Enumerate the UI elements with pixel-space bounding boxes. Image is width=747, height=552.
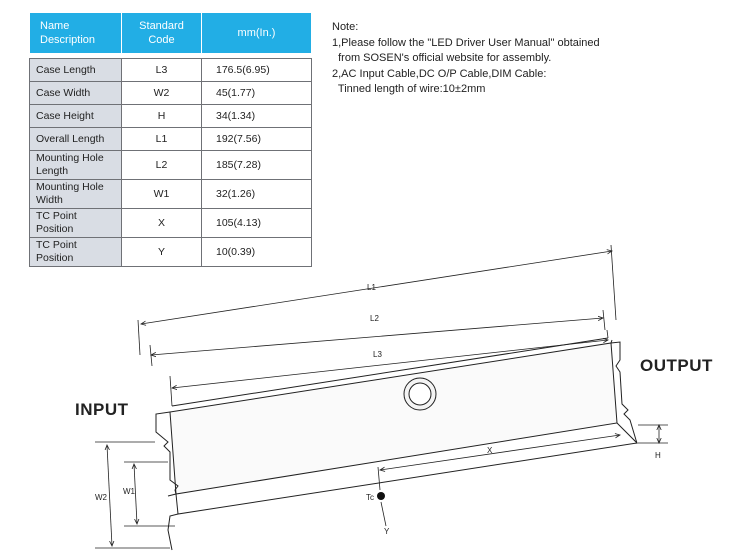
notes-line-4: Tinned length of wire:10±2mm — [332, 83, 486, 95]
tc-point-icon — [377, 492, 385, 500]
cell-value: 10(0.39) — [202, 238, 312, 267]
dim-label-x: X — [487, 446, 493, 455]
notes-line-3: 2,AC Input Cable,DC O/P Cable,DIM Cable: — [332, 67, 547, 80]
cell-name: TC Point Position — [30, 209, 122, 238]
cell-name: Mounting Hole Length — [30, 151, 122, 180]
cell-value: 34(1.34) — [202, 105, 312, 128]
cell-value: 176.5(6.95) — [202, 59, 312, 82]
tc-button — [404, 378, 436, 410]
cell-code: L1 — [122, 128, 202, 151]
case-outline — [156, 338, 637, 550]
cell-code: H — [122, 105, 202, 128]
dim-label-l3: L3 — [373, 350, 382, 359]
cell-name: TC Point Position — [30, 238, 122, 267]
cell-code: Y — [122, 238, 202, 267]
dim-label-w1: W1 — [123, 487, 135, 496]
cell-code: X — [122, 209, 202, 238]
notes-line-2: from SOSEN's official website for assembly. — [332, 52, 552, 64]
cell-value: 192(7.56) — [202, 128, 312, 151]
notes-line-1: 1,Please follow the "LED Driver User Manual" obtained — [332, 36, 600, 49]
dim-label-w2: W2 — [95, 493, 107, 502]
notes-title: Note: — [332, 21, 359, 33]
cell-name: Case Length — [30, 59, 122, 82]
header-name-description: Name Description — [30, 13, 122, 54]
cell-name: Overall Length — [30, 128, 122, 151]
cell-code: L3 — [122, 59, 202, 82]
cell-name: Case Height — [30, 105, 122, 128]
cell-value: 32(1.26) — [202, 180, 312, 209]
output-label: OUTPUT — [640, 356, 713, 375]
dim-label-l2: L2 — [370, 314, 379, 323]
header-mm-in: mm(In.) — [202, 13, 312, 54]
cell-name: Mounting Hole Width — [30, 180, 122, 209]
cell-code: W2 — [122, 82, 202, 105]
dim-label-y: Y — [384, 527, 390, 536]
cell-name: Case Width — [30, 82, 122, 105]
cell-code: L2 — [122, 151, 202, 180]
cell-value: 45(1.77) — [202, 82, 312, 105]
header-standard-code: Standard Code — [122, 13, 202, 54]
cell-value: 185(7.28) — [202, 151, 312, 180]
cell-value: 105(4.13) — [202, 209, 312, 238]
cell-code: W1 — [122, 180, 202, 209]
dim-label-tc: Tc — [366, 493, 374, 502]
dim-label-h: H — [655, 451, 661, 460]
input-label: INPUT — [75, 400, 129, 419]
dim-label-l1: L1 — [367, 283, 376, 292]
